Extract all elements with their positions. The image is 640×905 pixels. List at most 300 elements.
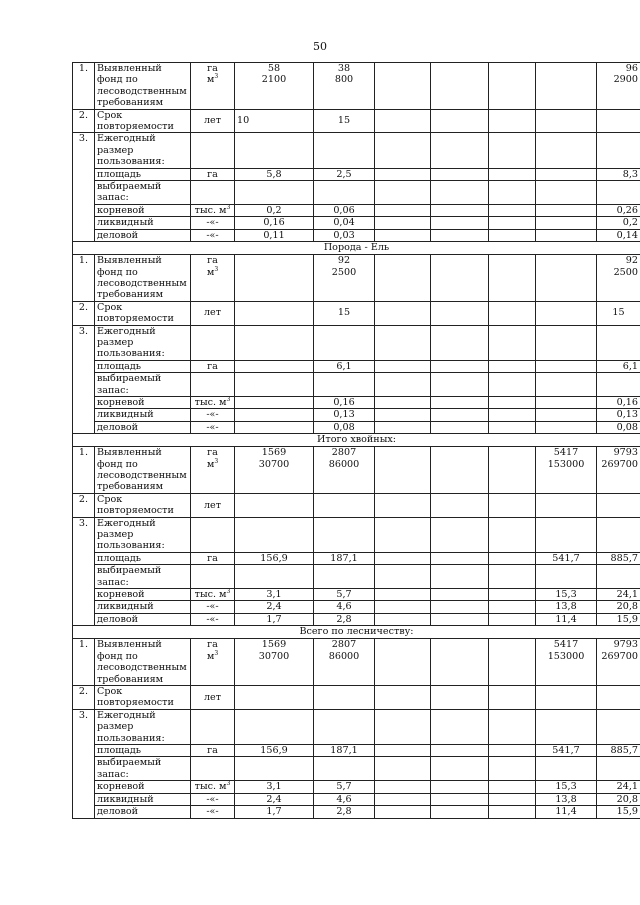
value-cell: 0,13	[597, 409, 640, 421]
value-cell	[235, 493, 314, 517]
value-cell: 11,4	[536, 613, 597, 625]
value-cell: 5,7	[314, 589, 375, 601]
row-label: Выявленный фонд по лесоводственным требованиям	[95, 639, 191, 686]
value-cell: 2,8	[314, 613, 375, 625]
empty-cell	[489, 217, 536, 229]
value-cell: 15	[314, 301, 375, 325]
value-cell: 13,8	[536, 601, 597, 613]
empty-cell	[314, 565, 375, 589]
value-cell	[536, 204, 597, 216]
unit-m3	[193, 651, 232, 662]
value-cell	[536, 409, 597, 421]
fond-row	[73, 255, 640, 302]
value-cell: 156,9	[235, 744, 314, 756]
value-cell: 0,04	[314, 217, 375, 229]
row-number: 3.	[73, 709, 95, 818]
empty-cell	[375, 325, 431, 360]
empty-cell	[314, 517, 375, 552]
empty-cell	[431, 806, 489, 818]
zapas-row	[73, 373, 640, 397]
value-cell	[314, 685, 375, 709]
row-label: деловой	[95, 806, 191, 818]
value-cell	[597, 109, 640, 133]
empty-cell	[489, 806, 536, 818]
empty-cell	[431, 517, 489, 552]
value-cell: 1,7	[235, 613, 314, 625]
kornevoy-row	[73, 204, 640, 216]
unit-text: тыс. м	[194, 781, 227, 793]
empty-cell	[489, 639, 536, 686]
value-cell	[235, 409, 314, 421]
kornevoy-row	[73, 781, 640, 793]
value-cell: 885,7	[597, 744, 640, 756]
empty-cell	[431, 360, 489, 372]
value-cell: 187,1	[314, 552, 375, 564]
ezheg-row	[73, 325, 640, 360]
empty-cell	[235, 373, 314, 397]
empty-cell	[235, 325, 314, 360]
value-cell: 6,1	[314, 360, 375, 372]
row-label: ликвидный	[95, 409, 191, 421]
value-cell: 0,2	[597, 217, 640, 229]
empty-cell	[597, 517, 640, 552]
row-label: Выявленный фонд по лесоводственным требованиям	[95, 63, 191, 110]
row-label: корневой	[95, 396, 191, 408]
value-cell	[235, 421, 314, 433]
value-cell: 3,1	[235, 589, 314, 601]
srok-row	[73, 685, 640, 709]
empty-cell	[235, 709, 314, 744]
empty-cell	[375, 781, 431, 793]
value-cell: 2807 86000	[314, 447, 375, 494]
empty-cell	[314, 133, 375, 168]
value-cell	[235, 255, 314, 302]
unit-superscript: 3	[214, 73, 219, 81]
unit-cell: -«-	[191, 409, 235, 421]
empty-cell	[536, 301, 597, 325]
delovoy-row	[73, 229, 640, 241]
empty-cell	[431, 493, 489, 517]
empty-cell	[489, 168, 536, 180]
value-cell	[536, 396, 597, 408]
unit-ga: га	[207, 639, 218, 651]
value-cell: 15	[597, 301, 640, 325]
srok-row	[73, 301, 640, 325]
value-cell: 92 2500	[314, 255, 375, 302]
empty-cell	[431, 133, 489, 168]
empty-cell	[431, 781, 489, 793]
empty-cell	[375, 806, 431, 818]
empty-cell	[489, 301, 536, 325]
unit-cell: га	[191, 360, 235, 372]
row-label: корневой	[95, 589, 191, 601]
section-title-row	[73, 434, 640, 447]
empty-cell	[489, 421, 536, 433]
value-cell: 0,16	[235, 217, 314, 229]
empty-cell	[235, 757, 314, 781]
empty-cell	[375, 793, 431, 805]
unit-text: тыс. м	[194, 396, 227, 408]
unit-cell	[191, 447, 235, 494]
empty-cell	[597, 325, 640, 360]
empty-cell	[375, 409, 431, 421]
row-label: Срок повторяемости	[95, 109, 191, 133]
empty-cell	[375, 589, 431, 601]
empty-cell	[431, 447, 489, 494]
empty-cell	[314, 181, 375, 205]
delovoy-row	[73, 421, 640, 433]
unit-superscript: 3	[226, 588, 231, 595]
value-cell: 1,7	[235, 806, 314, 818]
unit-cell: -«-	[191, 613, 235, 625]
empty-cell	[489, 325, 536, 360]
value-cell: 9793 269700	[597, 447, 640, 494]
empty-cell	[489, 63, 536, 110]
empty-cell	[375, 373, 431, 397]
value-cell: 15,9	[597, 613, 640, 625]
value-cell: 20,8	[597, 793, 640, 805]
value-cell: 0,26	[597, 204, 640, 216]
value-cell: 2,4	[235, 601, 314, 613]
empty-cell	[597, 373, 640, 397]
value-cell: 11,4	[536, 806, 597, 818]
empty-cell	[431, 565, 489, 589]
empty-cell	[375, 421, 431, 433]
unit-ga: га	[207, 255, 218, 267]
empty-cell	[536, 325, 597, 360]
value-cell: 0,16	[314, 396, 375, 408]
value-cell: 15	[314, 109, 375, 133]
likvidny-row	[73, 409, 640, 421]
row-label: ликвидный	[95, 601, 191, 613]
value-cell: 541,7	[536, 744, 597, 756]
value-cell: 1569 30700	[235, 447, 314, 494]
empty-cell	[431, 255, 489, 302]
value-cell: 8,3	[597, 168, 640, 180]
likvidny-row	[73, 217, 640, 229]
empty-cell	[536, 109, 597, 133]
empty-cell	[375, 685, 431, 709]
unit-cell: га	[191, 744, 235, 756]
empty-cell	[375, 601, 431, 613]
empty-cell	[489, 409, 536, 421]
empty-cell	[431, 744, 489, 756]
empty-cell	[489, 744, 536, 756]
unit-superscript: 3	[214, 265, 219, 273]
empty-cell	[431, 396, 489, 408]
empty-cell	[431, 685, 489, 709]
kornevoy-row	[73, 396, 640, 408]
empty-cell	[375, 709, 431, 744]
empty-cell	[314, 757, 375, 781]
unit-superscript: 3	[226, 396, 231, 403]
empty-cell	[375, 168, 431, 180]
empty-cell	[489, 229, 536, 241]
value-cell: 1569 30700	[235, 639, 314, 686]
unit-text: тыс. м	[194, 204, 227, 216]
empty-cell	[375, 757, 431, 781]
row-number: 1.	[73, 255, 95, 302]
value-cell: 15,3	[536, 781, 597, 793]
value-cell: 96 2900	[597, 63, 640, 110]
section-title: Итого хвойных:	[73, 434, 640, 447]
value-cell	[536, 217, 597, 229]
ezheg-row	[73, 517, 640, 552]
value-cell: 5,7	[314, 781, 375, 793]
unit-cell: лет	[191, 109, 235, 133]
row-label: Срок повторяемости	[95, 685, 191, 709]
unit-cell	[191, 63, 235, 110]
forest-use-table	[72, 62, 640, 819]
empty-cell	[489, 493, 536, 517]
value-cell: 13,8	[536, 793, 597, 805]
row-label: площадь	[95, 168, 191, 180]
empty-cell	[489, 447, 536, 494]
value-cell: 20,8	[597, 601, 640, 613]
row-label: Ежегодный размер пользования:	[95, 133, 191, 168]
empty-cell	[235, 517, 314, 552]
empty-cell	[536, 181, 597, 205]
empty-cell	[431, 601, 489, 613]
empty-cell	[489, 204, 536, 216]
row-number: 2.	[73, 493, 95, 517]
value-cell: 4,6	[314, 793, 375, 805]
empty-cell	[489, 709, 536, 744]
unit-superscript: 3	[226, 204, 231, 211]
section-title: Всего по лесничеству:	[73, 626, 640, 639]
empty-cell	[489, 373, 536, 397]
unit-cell	[191, 589, 235, 601]
empty-cell	[235, 565, 314, 589]
unit-cell	[191, 639, 235, 686]
empty-cell	[375, 181, 431, 205]
row-label: площадь	[95, 552, 191, 564]
empty-cell	[489, 589, 536, 601]
empty-cell	[536, 493, 597, 517]
empty-cell	[431, 168, 489, 180]
value-cell: 0,13	[314, 409, 375, 421]
empty-cell	[375, 565, 431, 589]
section-title-row	[73, 242, 640, 255]
value-cell	[597, 685, 640, 709]
empty-cell	[314, 709, 375, 744]
unit-text: м	[206, 74, 215, 86]
empty-cell	[536, 517, 597, 552]
value-cell: 0,16	[597, 396, 640, 408]
empty-cell	[431, 217, 489, 229]
empty-cell	[489, 757, 536, 781]
delovoy-row	[73, 806, 640, 818]
empty-cell	[314, 373, 375, 397]
empty-cell	[235, 133, 314, 168]
empty-cell	[314, 325, 375, 360]
unit-cell	[191, 255, 235, 302]
value-cell: 0,2	[235, 204, 314, 216]
empty-cell	[431, 552, 489, 564]
value-cell	[536, 168, 597, 180]
value-cell: 9793 269700	[597, 639, 640, 686]
empty-cell	[489, 613, 536, 625]
value-cell: 24,1	[597, 589, 640, 601]
row-label: ликвидный	[95, 217, 191, 229]
value-cell	[235, 360, 314, 372]
unit-cell: -«-	[191, 793, 235, 805]
row-number: 2.	[73, 685, 95, 709]
row-label: Выявленный фонд по лесоводственным требованиям	[95, 447, 191, 494]
empty-cell	[597, 709, 640, 744]
value-cell: 3,1	[235, 781, 314, 793]
empty-cell	[431, 229, 489, 241]
likvidny-row	[73, 793, 640, 805]
srok-row	[73, 109, 640, 133]
unit-m3	[193, 267, 232, 278]
ploshad-row	[73, 168, 640, 180]
empty-cell	[375, 552, 431, 564]
ezheg-row	[73, 133, 640, 168]
unit-m3	[193, 74, 232, 85]
unit-cell: -«-	[191, 421, 235, 433]
value-cell	[536, 255, 597, 302]
empty-cell	[431, 709, 489, 744]
row-number: 2.	[73, 109, 95, 133]
empty-cell	[489, 565, 536, 589]
empty-cell	[431, 639, 489, 686]
value-cell: 0,06	[314, 204, 375, 216]
ezheg-row	[73, 709, 640, 744]
srok-row	[73, 493, 640, 517]
value-cell: 885,7	[597, 552, 640, 564]
empty-cell	[431, 204, 489, 216]
value-cell: 2807 86000	[314, 639, 375, 686]
unit-text: тыс. м	[194, 589, 227, 601]
unit-ga: га	[207, 447, 218, 459]
unit-text: м	[206, 650, 215, 662]
unit-superscript: 3	[226, 780, 231, 788]
ploshad-row	[73, 360, 640, 372]
empty-cell	[489, 793, 536, 805]
value-cell: 2,8	[314, 806, 375, 818]
row-label: площадь	[95, 744, 191, 756]
value-cell: 0,03	[314, 229, 375, 241]
row-number: 3.	[73, 133, 95, 242]
value-cell	[235, 301, 314, 325]
empty-cell	[489, 685, 536, 709]
row-label: деловой	[95, 229, 191, 241]
empty-cell	[431, 613, 489, 625]
zapas-row	[73, 181, 640, 205]
unit-cell: -«-	[191, 601, 235, 613]
row-label: деловой	[95, 421, 191, 433]
unit-text: м	[206, 458, 215, 470]
unit-cell	[191, 204, 235, 216]
empty-cell	[597, 757, 640, 781]
empty-cell	[536, 685, 597, 709]
empty-cell	[191, 133, 235, 168]
empty-cell	[191, 517, 235, 552]
empty-cell	[431, 109, 489, 133]
value-cell	[536, 229, 597, 241]
unit-cell: -«-	[191, 806, 235, 818]
empty-cell	[375, 229, 431, 241]
row-label: Ежегодный размер пользования:	[95, 709, 191, 744]
empty-cell	[375, 360, 431, 372]
empty-cell	[489, 360, 536, 372]
zapas-row	[73, 757, 640, 781]
empty-cell	[489, 601, 536, 613]
empty-cell	[191, 325, 235, 360]
empty-cell	[431, 793, 489, 805]
empty-cell	[431, 373, 489, 397]
zapas-row	[73, 565, 640, 589]
value-cell: 0,11	[235, 229, 314, 241]
empty-cell	[597, 133, 640, 168]
empty-cell	[375, 255, 431, 302]
unit-cell: га	[191, 168, 235, 180]
empty-cell	[375, 217, 431, 229]
row-label: выбираемый запас:	[95, 565, 191, 589]
empty-cell	[489, 133, 536, 168]
value-cell: 5417 153000	[536, 639, 597, 686]
value-cell	[536, 421, 597, 433]
value-cell	[536, 63, 597, 110]
row-label: Срок повторяемости	[95, 301, 191, 325]
value-cell: 0,14	[597, 229, 640, 241]
value-cell	[536, 360, 597, 372]
unit-cell: га	[191, 552, 235, 564]
value-cell: 92 2500	[597, 255, 640, 302]
value-cell	[314, 493, 375, 517]
empty-cell	[489, 255, 536, 302]
likvidny-row	[73, 601, 640, 613]
value-cell: 58 2100	[235, 63, 314, 110]
empty-cell	[431, 63, 489, 110]
empty-cell	[431, 757, 489, 781]
empty-cell	[536, 709, 597, 744]
empty-cell	[489, 109, 536, 133]
unit-text: м	[206, 266, 215, 278]
row-number: 1.	[73, 63, 95, 110]
value-cell: 38 800	[314, 63, 375, 110]
row-label: Срок повторяемости	[95, 493, 191, 517]
value-cell: 541,7	[536, 552, 597, 564]
value-cell: 5,8	[235, 168, 314, 180]
row-number: 1.	[73, 639, 95, 686]
row-number: 3.	[73, 517, 95, 626]
empty-cell	[375, 744, 431, 756]
unit-cell: лет	[191, 301, 235, 325]
fond-row	[73, 639, 640, 686]
value-cell	[597, 493, 640, 517]
empty-cell	[431, 301, 489, 325]
row-label: площадь	[95, 360, 191, 372]
page-number: 50	[313, 40, 327, 53]
empty-cell	[375, 517, 431, 552]
row-label: корневой	[95, 204, 191, 216]
empty-cell	[375, 63, 431, 110]
value-cell	[235, 685, 314, 709]
empty-cell	[489, 552, 536, 564]
unit-superscript: 3	[214, 649, 219, 657]
row-label: выбираемый запас:	[95, 373, 191, 397]
unit-m3	[193, 459, 232, 470]
value-cell	[235, 396, 314, 408]
section-title: Порода - Ель	[73, 242, 640, 255]
value-cell: 6,1	[597, 360, 640, 372]
unit-cell: -«-	[191, 229, 235, 241]
row-label: выбираемый запас:	[95, 181, 191, 205]
row-number: 3.	[73, 325, 95, 434]
empty-cell	[375, 613, 431, 625]
